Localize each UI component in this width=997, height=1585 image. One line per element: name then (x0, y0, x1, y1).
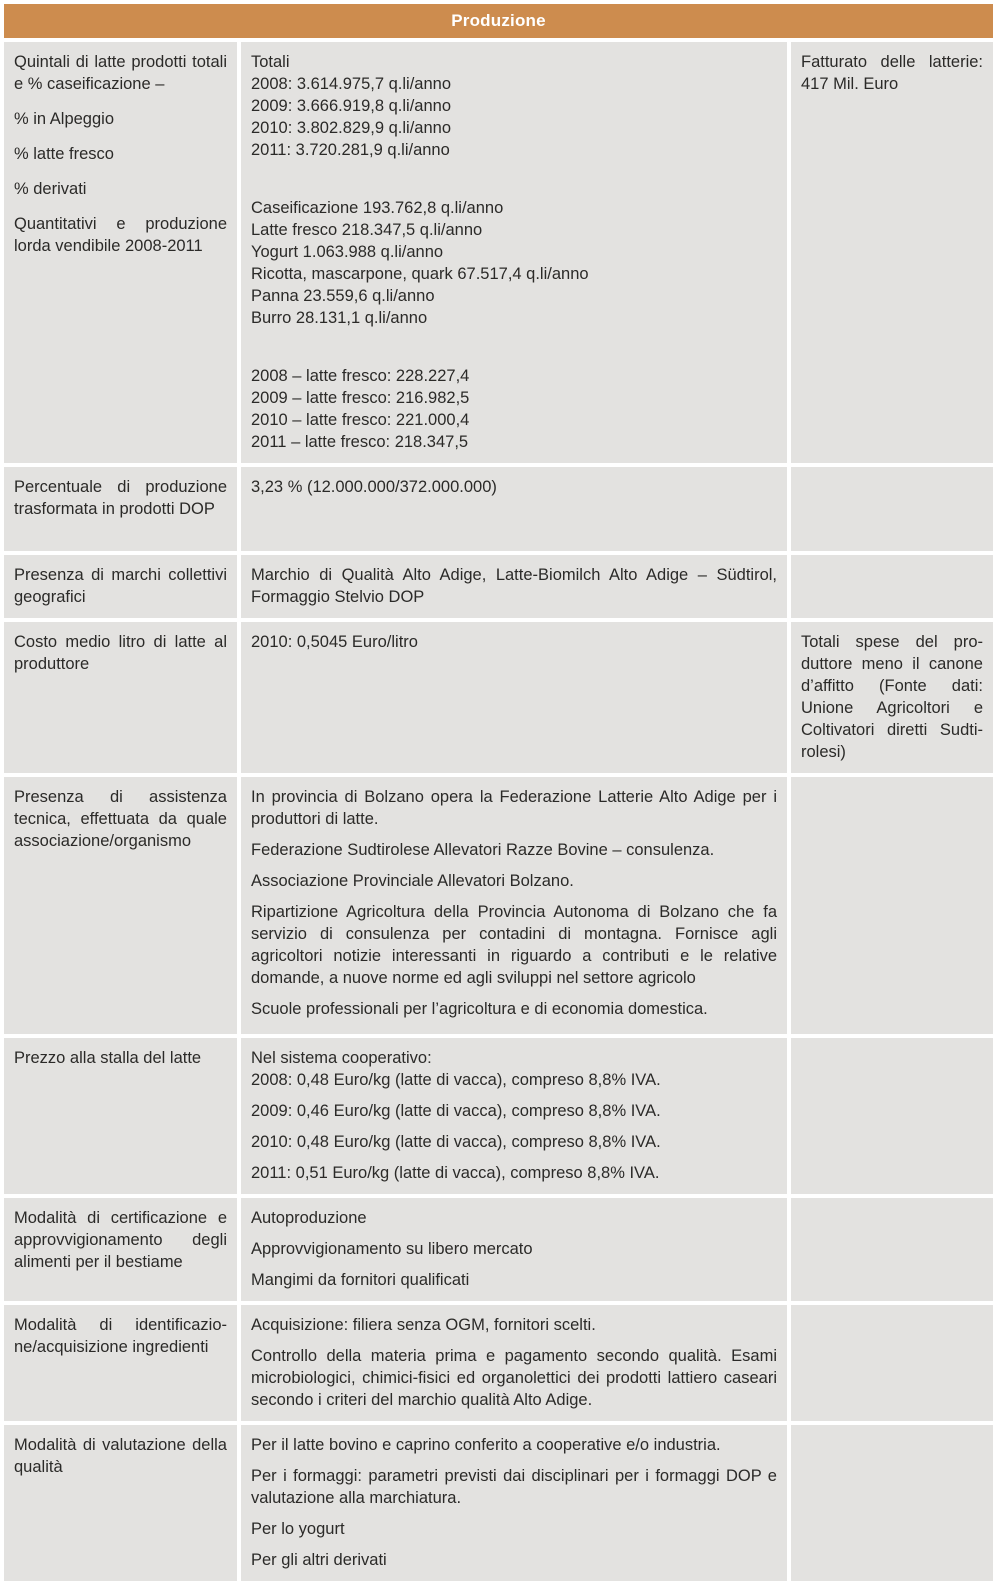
row-content-cell (241, 1425, 787, 1581)
label-paragraph: Modalità di identificazione/acquisizione ingredienti (14, 1316, 227, 1356)
content-paragraph: Federazione Sudtirolese Allevatori Razze Bovine – consulenza. (251, 841, 715, 859)
content-paragraph: Nel sistema cooperativo: 2008: 0,48 Euro/kg (latte di vacca), compreso 8,8% IVA. (251, 1049, 661, 1089)
row-label-cell (4, 1038, 237, 1194)
table-row (4, 777, 993, 1034)
row-note-cell (791, 1038, 993, 1194)
row-label-cell (4, 555, 237, 618)
content-paragraph: In provincia di Bolzano opera la Federazione Latterie Alto Adige per i produttori di latte. (251, 788, 777, 828)
note-paragraph: Fatturato delle latterie: 417 Mil. Euro (801, 53, 983, 93)
row-label-cell (4, 467, 237, 551)
table-header-bar (4, 4, 993, 38)
row-note-cell (791, 42, 993, 463)
label-paragraph: Prezzo alla stalla del latte (14, 1049, 202, 1067)
content-paragraph: Totali 2008: 3.614.975,7 q.li/anno 2009: 3.666.919,8 q.li/anno 2010: 3.802.829,9 q.li/anno 2011: 3.720.281,9 q.li/anno (251, 53, 452, 159)
content-paragraph: Acquisizione: filiera senza OGM, fornitori scelti. (251, 1316, 596, 1334)
content-paragraph: Per lo yogurt (251, 1520, 345, 1538)
row-note-cell (791, 777, 993, 1034)
content-paragraph: Associazione Provinciale Allevatori Bolzano. (251, 872, 574, 890)
row-note-cell (791, 555, 993, 618)
table-row (4, 622, 993, 773)
content-paragraph: 3,23 % (12.000.000/372.000.000) (251, 478, 497, 496)
row-content-cell (241, 1198, 787, 1301)
label-paragraph: Presenza di marchi collettivi geografici (14, 566, 227, 606)
table-row (4, 42, 993, 463)
spacer (251, 329, 777, 365)
label-paragraph: % latte fresco (14, 145, 114, 163)
content-paragraph: Controllo della materia prima e pagamento secondo qualità. Esami microbiologici, chimici-fisici ed organolettici dei prodotti lattiero caseari secondo i criteri del marchio qualità Alto Adige. (251, 1347, 777, 1409)
row-content-cell (241, 622, 787, 773)
content-paragraph: Approvvigionamento su libero mercato (251, 1240, 533, 1258)
content-paragraph: 2010: 0,5045 Euro/litro (251, 633, 418, 651)
row-content-cell (241, 1038, 787, 1194)
content-paragraph: Marchio di Qualità Alto Adige, Latte-Biomilch Alto Adige – Südtirol, Formaggio Stelvio DOP (251, 566, 777, 606)
table-title: Produzione (451, 11, 546, 30)
table-row (4, 1425, 993, 1581)
label-paragraph: Costo medio litro di latte al produttore (14, 633, 227, 673)
row-note-cell (791, 1425, 993, 1581)
row-note-cell (791, 1198, 993, 1301)
note-paragraph: Totali spese del produttore meno il canone d’affitto (Fonte dati: Unione Agricoltori e Coltivatori diretti Sudtirolesi) (801, 633, 983, 761)
row-label-cell (4, 777, 237, 1034)
label-paragraph: Quintali di latte prodotti totali e % caseificazione – (14, 53, 227, 93)
content-paragraph: Per i formaggi: parametri previsti dai disciplinari per i formaggi DOP e valutazione alla marchiatura. (251, 1467, 777, 1507)
row-label-cell (4, 42, 237, 463)
content-paragraph: Ripartizione Agricoltura della Provincia Autonoma di Bolzano che fa servizio di consulenza per contadini di montagna. Fornisce agli agricoltori notizie interessanti in riguardo a contributi e le relative domande, a nuove norme ed agli sviluppi nel settore agricolo (251, 903, 777, 987)
row-note-cell (791, 467, 993, 551)
row-note-cell (791, 622, 993, 773)
content-paragraph: 2011: 0,51 Euro/kg (latte di vacca), compreso 8,8% IVA. (251, 1164, 660, 1182)
row-content-cell (241, 42, 787, 463)
content-paragraph: Caseificazione 193.762,8 q.li/anno Latte fresco 218.347,5 q.li/anno Yogurt 1.063.988 q.li/anno Ricotta, mascarpone, quark 67.517,4 q.li/anno Panna 23.559,6 q.li/anno Burro 28.131,1 q.li/anno (251, 199, 589, 327)
table-row (4, 555, 993, 618)
table-body (4, 42, 993, 1581)
content-paragraph: Autoproduzione (251, 1209, 367, 1227)
label-paragraph: Presenza di assistenza tecnica, effettuata da quale associazione/organismo (14, 788, 227, 850)
spacer (251, 161, 777, 197)
label-paragraph: Quantitativi e produzione lorda vendibile 2008-2011 (14, 215, 227, 255)
content-paragraph: 2009: 0,46 Euro/kg (latte di vacca), compreso 8,8% IVA. (251, 1102, 661, 1120)
label-paragraph: Modalità di valutazione della qualità (14, 1436, 227, 1476)
row-label-cell (4, 1425, 237, 1581)
table-row (4, 1198, 993, 1301)
content-paragraph: Per gli altri derivati (251, 1551, 387, 1569)
label-paragraph: % in Alpeggio (14, 110, 114, 128)
table-row (4, 467, 993, 551)
content-paragraph: Scuole professionali per l’agricoltura e di economia domestica. (251, 1000, 708, 1018)
row-content-cell (241, 777, 787, 1034)
label-paragraph: Modalità di certificazione e approvvigionamento degli alimenti per il bestiame (14, 1209, 227, 1271)
table-row (4, 1038, 993, 1194)
row-label-cell (4, 622, 237, 773)
row-label-cell (4, 1198, 237, 1301)
label-paragraph: Percentuale di produzione trasformata in prodotti DOP (14, 478, 227, 518)
label-paragraph: % derivati (14, 180, 87, 198)
row-content-cell (241, 1305, 787, 1421)
row-note-cell (791, 1305, 993, 1421)
content-paragraph: Mangimi da fornitori qualificati (251, 1271, 470, 1289)
row-content-cell (241, 555, 787, 618)
row-label-cell (4, 1305, 237, 1421)
row-content-cell (241, 467, 787, 551)
table-row (4, 1305, 993, 1421)
content-paragraph: Per il latte bovino e caprino conferito a cooperative e/o industria. (251, 1436, 721, 1454)
content-paragraph: 2008 – latte fresco: 228.227,4 2009 – latte fresco: 216.982,5 2010 – latte fresco: 221.000,4 2011 – latte fresco: 218.347,5 (251, 367, 470, 451)
content-paragraph: 2010: 0,48 Euro/kg (latte di vacca), compreso 8,8% IVA. (251, 1133, 661, 1151)
